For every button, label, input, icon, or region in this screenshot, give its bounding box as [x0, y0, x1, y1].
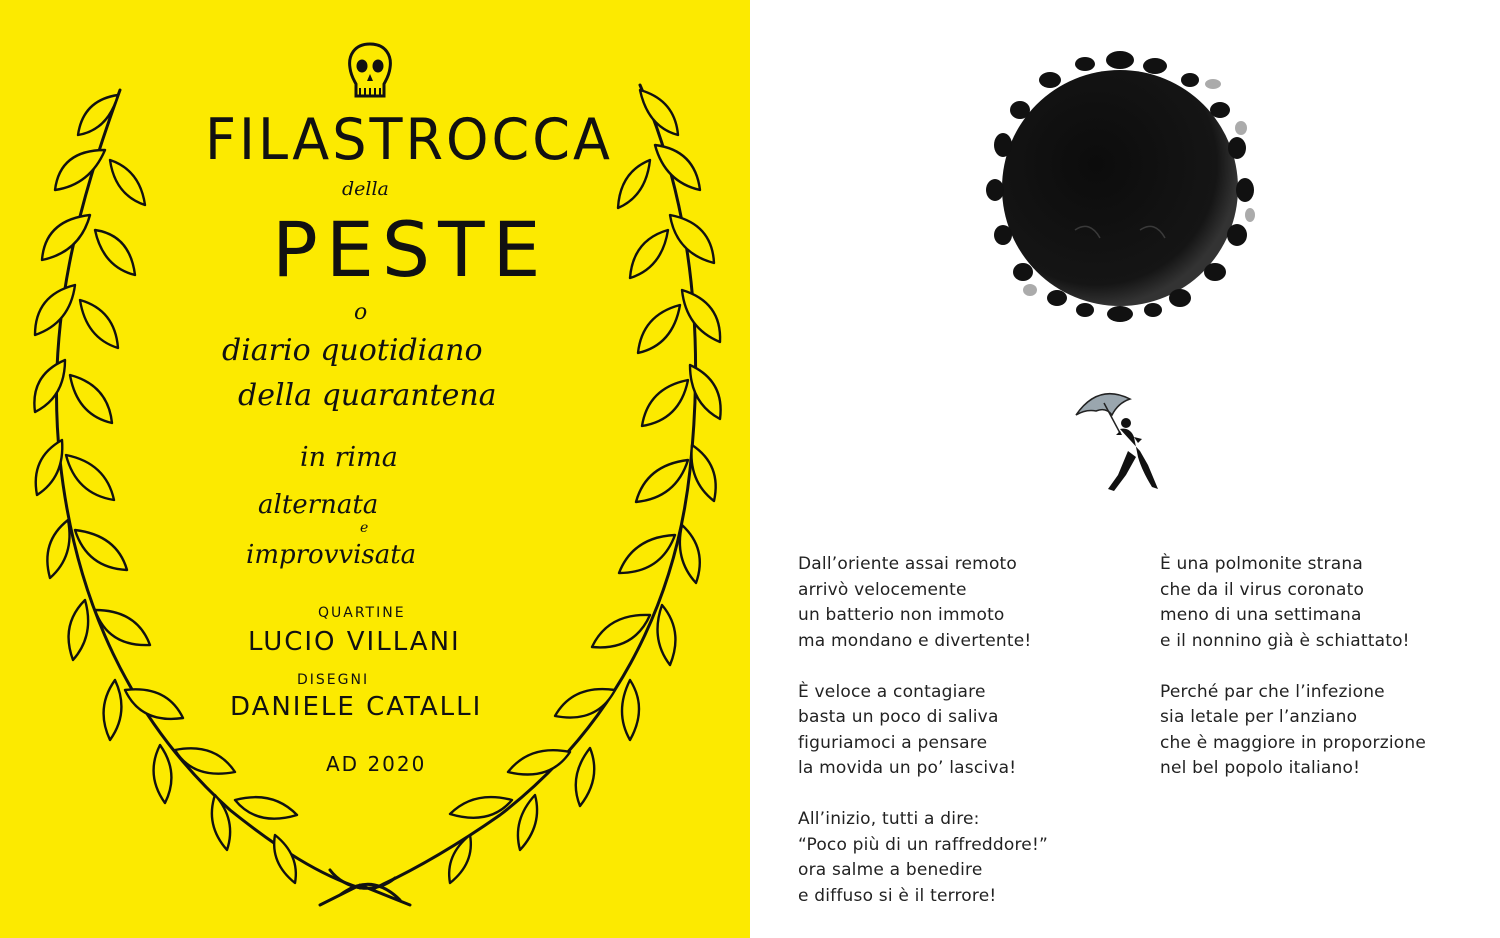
stanza	[798, 680, 1048, 782]
stanza	[1160, 680, 1426, 782]
poem-line: meno di una settimana	[1160, 605, 1362, 625]
poem-column-left	[798, 552, 1048, 935]
cover-subtitle-line2: della quarantena	[238, 378, 497, 413]
poem-line: e il nonnino già è schiattato!	[1160, 630, 1410, 651]
poem-line: e diffuso si è il terrore!	[798, 885, 997, 906]
stanza	[798, 807, 1048, 909]
cover-title-line2: PESTE	[272, 205, 549, 294]
poem-line: È una polmonite strana	[1160, 554, 1363, 574]
illustrator-name: DANIELE CATALLI	[230, 692, 483, 722]
author-name: LUCIO VILLANI	[248, 627, 461, 657]
poem-line: figuriamoci a pensare	[798, 732, 988, 753]
poem-line: Perché par che l’infezione	[1160, 681, 1385, 702]
poem-column-right	[1160, 552, 1426, 807]
poem-line: sia letale per l’anziano	[1160, 707, 1358, 727]
cover-subtitle-line5: improvvisata	[246, 540, 417, 570]
quartine-label: QUARTINE	[318, 605, 406, 621]
cover-subtitle-e: e	[360, 520, 369, 536]
poem-page	[750, 0, 1500, 938]
umbrella-figure-illustration	[1068, 385, 1178, 505]
poem-line: basta un poco di saliva	[798, 707, 999, 727]
poem-line: ma mondano e divertente!	[798, 630, 1032, 651]
poem-line: nel bel popolo italiano!	[1160, 758, 1361, 778]
poem-line: “Poco più di un raffreddore!”	[798, 834, 1048, 855]
poem-line: All’inizio, tutti a dire:	[798, 809, 980, 829]
poem-line: Dall’oriente assai remoto	[798, 554, 1018, 574]
stanza	[1160, 552, 1426, 654]
disegni-label: DISEGNI	[297, 672, 370, 688]
virus-illustration	[975, 40, 1275, 340]
cover-title-line1: FILASTROCCA	[205, 106, 613, 173]
cover-subtitle-line3: in rima	[300, 442, 398, 473]
skull-icon	[342, 40, 398, 102]
poem-line: un batterio non immoto	[798, 605, 1005, 625]
cover-title-della: della	[342, 178, 389, 200]
poem-line: È veloce a contagiare	[798, 681, 986, 702]
stanza	[798, 552, 1048, 654]
poem-line: che da il virus coronato	[1160, 579, 1365, 600]
publication-year: AD 2020	[326, 752, 427, 776]
cover-subtitle-line4: alternata	[258, 490, 379, 520]
poem-line: la movida un po’ lasciva!	[798, 758, 1017, 778]
cover-subtitle-line1: diario quotidiano	[222, 333, 483, 368]
poem-line: che è maggiore in proporzione	[1160, 732, 1426, 753]
cover-title-o: o	[354, 300, 368, 325]
poem-line: arrivò velocemente	[798, 579, 967, 600]
poem-line: ora salme a benedire	[798, 860, 983, 880]
